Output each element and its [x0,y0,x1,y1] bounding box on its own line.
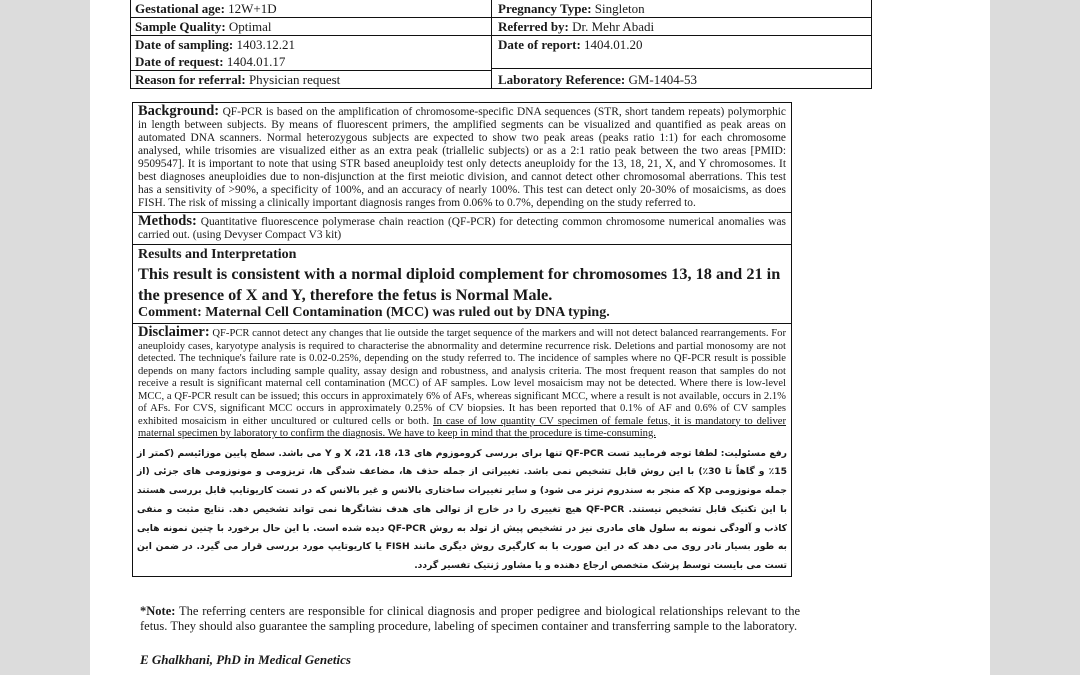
signature: E Ghalkhani, PhD in Medical Genetics [140,652,351,667]
note-section [140,604,800,634]
results-comment: Comment: Maternal Cell Contamination (MCC) was ruled out by DNA typing. [138,305,610,320]
background-label: Background: [138,103,220,119]
disclaimer-section [133,324,791,443]
date-report-cell: Date of report: 1404.01.20 [492,36,871,69]
persian-disclaimer: رفع مسئولیت: لطفا توجه فرمایید تست QF-PCR تنها برای بررسی کروموزوم های 13، 18، 21، X و Y می باشد. سطح پایین موزائیسم (کمتر از 15٪ و گاهاً تا 30٪) با این روش قابل تشخیص نمی باشد. تغییراتی از جمله حذف ها، مضاعف شدگی ها، تریزومی و مونوزومی های جزئی (از جمله مونوزومی Xp که منجر به سندروم ترنر می شود) و سایر تغییرات ساختاری بالانس و غیر بالانس که در تست کاریوتایپ قابل بررسی هستند با این تکنیک قابل تشخیص نیستند. QF-PCR هیچ تغییری را در خارج از توالی های هدف نشانگرها نمی تواند تشخیص دهد. نتایج مثبت و منفی کاذب و آلودگی نمونه به سلول های مادری نیز در تشخیص پیش از تولد به روش QF-PCR دیده شده است. با این حال برخورد با چنین نمونه هایی به طور بسیار نادر روی می دهد که در این صورت با به کارگیری روش دیگری مانند FISH یا کاریوتایپ مورد بررسی قرار می گیرد. در ضمن این تست می بایست توسط پزشک متخصص ارجاع دهنده و یا مشاور ژنتیک تفسیر گردد. [133,443,791,578]
lab-reference-cell: Laboratory Reference: GM-1404-53 [498,72,698,87]
results-main-text: This result is consistent with a normal diploid complement for chromosomes 13, 18 and 21 in the presence of X and Y, therefore the fetus is Normal Male. [138,264,781,304]
gestational-age-cell: Gestational age: 12W+1D [131,0,491,18]
date-sampling-cell: Date of sampling: 1403.12.21 [135,37,295,52]
methods-label: Methods: [138,213,197,229]
methods-section [133,213,791,245]
background-section [133,103,791,213]
reason-referral-cell: Reason for referral: Physician request [135,72,341,87]
pregnancy-type-cell: Pregnancy Type: Singleton [492,0,871,18]
note-text: The referring centers are responsible for clinical diagnosis and proper pedigree and biological relationships relevant to the fetus. They should also guarantee the sampling procedure, labeling of specimen container and transferring sample to the laboratory. [140,604,800,633]
patient-info-table [130,0,872,89]
report-body-box [132,102,792,577]
results-label: Results and Interpretation [138,247,297,262]
note-label: *Note: [140,604,176,618]
referred-by-cell: Referred by: Dr. Mehr Abadi [492,18,871,36]
background-text: QF-PCR is based on the amplification of chromosome-specific DNA sequences (STR, short tandem repeats) polymorphic in length between subjects. By means of fluorescent primers, the amplified segments can be visualized and quantified as peak areas on automated DNA scanners. Normal heterozygous subjects are expected to show two peak areas (peaks ratio 1:1) for each chromosome analysed, while trisomies are visualized either as an extra peak (triallelic subjects) or as a 2:1 ratio peak between the two areas [PMID: 9509547]. It is important to note that using STR based aneuploidy test only detects aneuploidy for the 13, 18, 21, X, and Y chromosomes. It best diagnoses aneuploidies due to non-disjunction at the first meiotic division, and cannot detect other chromosomal aberrations. This test has a sensitivity of >90%, a specificity of 100%, and an accuracy of nearly 100%. This test can detect only 20-30% of mosaicisms, as does FISH. The risk of missing a clinically important diagnosis ranges from 0.06% to 0.7%, depending on the study referred to. [138,106,786,209]
disclaimer-text: QF-PCR cannot detect any changes that lie outside the target sequence of the markers and will not detect balanced rearrangements. For aneuploidy cases, karyotype analysis is required to characterise the abnormality and determine recurrence risk. Deletions and partial monosomy are not detected. The technique's failure rate is 0.02-0.25%, depending on the study referred to. The incidence of samples where no QF-PCR result is possible depends on many factors including sample quality, assay design and robustness, and analysis criteria. The most frequent reason that samples do not receive a result is significant maternal cell contamination (MCC) of AF samples. Low level mosaicism may not be detected. Where there is low-level MCC, a QF-PCR result can be issued; this occurs in approximately 6% of AFs, whereas significant MCC, where a result is not available, occurs in 2.1% of AFs. For CVS, significant MCC occurs in approximately 0.25% of CV biopsies. It has been reported that 0.1% of AF and 0.6% of CV samples exhibited mosaicism in either uncultured or cultured cells or both. [138,328,786,427]
methods-text: Quantitative fluorescence polymerase chain reaction (QF-PCR) for detecting common chromosome numerical anomalies was carried out. (using Devyser Compact V3 kit) [138,216,786,241]
date-request-cell: Date of request: 1404.01.17 [131,53,491,71]
results-section [133,245,791,324]
disclaimer-label: Disclaimer: [138,324,210,340]
sample-quality-cell: Sample Quality: Optimal [131,18,491,36]
disclaimer-underlined-text: In case of low quantity CV specimen of female fetus, it is mandatory to deliver maternal specimen by laboratory to confirm the diagnosis. We have to keep in mind that the procedure is time-consuming. [138,415,787,439]
